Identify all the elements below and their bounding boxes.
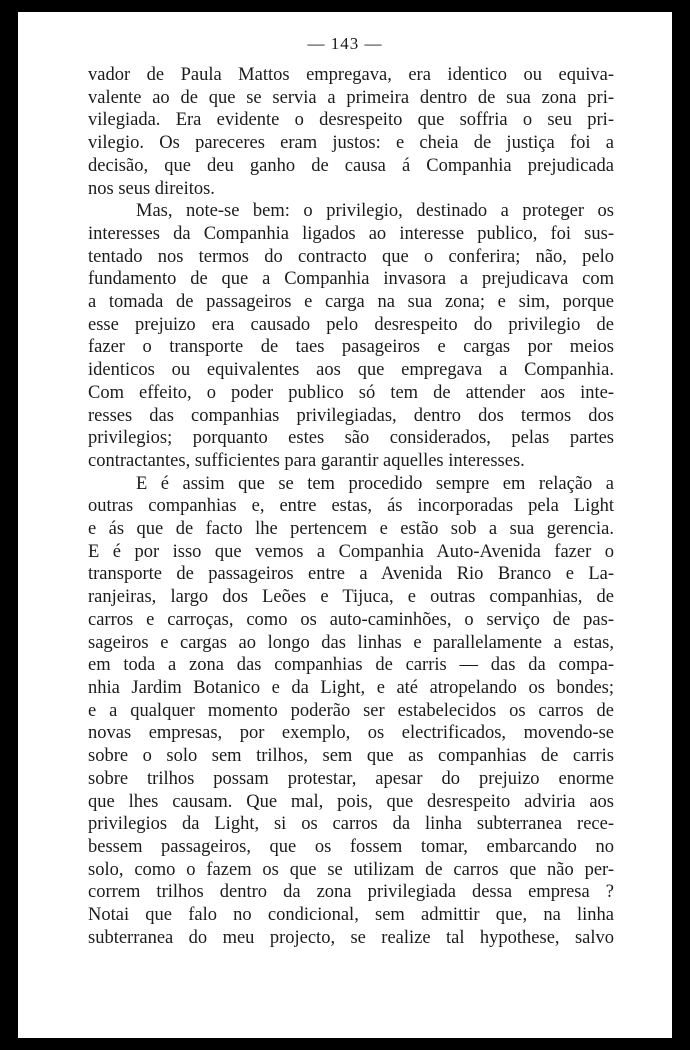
text-line: contractantes, sufficientes para garantir aquelles interesses. — [88, 450, 525, 471]
text-line: privilegios da Light, si os carros da linha subterranea rece- — [88, 814, 614, 835]
text-line: ranjeiras, largo dos Leões e Tijuca, e outras companhias, de — [88, 587, 614, 608]
text-line: Notai que falo no condicional, sem admittir que, na linha — [88, 905, 614, 926]
text-line: privilegios; porquanto estes são considerados, pelas partes — [88, 428, 614, 449]
body-text — [88, 64, 614, 949]
text-line: bessem passageiros, que os fossem tomar, embarcando no — [88, 836, 614, 857]
text-line: vador de Paula Mattos empregava, era identico ou equiva- — [88, 65, 614, 85]
text-line: fazer o transporte de taes pasageiros e cargas por meios — [88, 337, 614, 358]
book-page — [18, 12, 672, 1038]
text-line: que lhes causam. Que mal, pois, que desrespeito adviria aos — [88, 791, 614, 812]
text-line: sobre o solo sem trilhos, sem que as companhias de carris — [88, 746, 614, 767]
text-line: interesses da Companhia ligados ao interesse publico, foi sus- — [88, 223, 614, 244]
text-line: transporte de passageiros entre a Avenida Rio Branco e La- — [88, 564, 614, 585]
text-line: novas empresas, por exemplo, os electrificados, movendo-se — [88, 723, 614, 744]
text-line: E é por isso que vemos a Companhia Auto-Avenida fazer o — [88, 541, 614, 562]
text-line: fundamento de que a Companhia invasora a prejudicava com — [88, 269, 614, 290]
text-line: vilegiada. Era evidente o desrespeito que soffria o seu pri- — [88, 110, 614, 131]
text-line: nhia Jardim Botanico e da Light, e até atropelando os bondes; — [88, 677, 614, 698]
text-line: Mas, note-se bem: o privilegio, destinado a proteger os — [136, 201, 614, 222]
text-line: outras companhias e, entre estas, ás incorporadas pela Light — [88, 496, 614, 517]
text-line: sageiros e cargas ao longo das linhas e parallelamente a estas, — [88, 632, 614, 653]
text-line: solo, como o fazem os que se utilizam de carros que não per- — [88, 859, 614, 880]
text-line: decisão, que deu ganho de causa á Companhia prejudicada — [88, 155, 614, 176]
text-line: sobre trilhos possam protestar, apesar do prejuizo enorme — [88, 768, 614, 789]
text-line: subterranea do meu projecto, se realize tal hypothese, salvo — [88, 927, 614, 948]
text-line: e ás que de facto lhe pertencem e estão sob a sua gerencia. — [88, 519, 614, 540]
paragraph-3 — [88, 473, 614, 950]
text-line: esse prejuizo era causado pelo desrespeito do privilegio de — [88, 314, 614, 335]
text-line: correm trilhos dentro da zona privilegiada dessa empresa ? — [88, 882, 614, 903]
text-line: identicos ou equivalentes aos que empregava a Companhia. — [88, 360, 614, 381]
text-line: E é assim que se tem procedido sempre em relação a — [136, 473, 614, 494]
text-line: valente ao de que se servia a primeira dentro de sua zona pri- — [88, 87, 614, 108]
text-line: a tomada de passageiros e carga na sua zona; e sim, porque — [88, 292, 614, 313]
text-line: Com effeito, o poder publico só tem de attender aos inte- — [88, 382, 614, 403]
text-line: nos seus direitos. — [88, 178, 215, 199]
text-line: vilegio. Os pareceres eram justos: e cheia de justiça foi a — [88, 133, 614, 154]
text-line: e a qualquer momento poderão ser estabelecidos os carros de — [88, 700, 614, 721]
paragraph-2 — [88, 200, 614, 472]
text-line: carros e carroças, como os auto-caminhões, o serviço de pas- — [88, 609, 614, 630]
text-line: resses das companhias privilegiadas, dentro dos termos dos — [88, 405, 614, 426]
text-line: em toda a zona das companhias de carris — das da compa- — [88, 655, 614, 676]
page-number: — 143 — — [307, 34, 383, 53]
paragraph-1 — [88, 64, 614, 200]
text-line: tentado nos termos do contracto que o conferira; não, pelo — [88, 246, 614, 267]
